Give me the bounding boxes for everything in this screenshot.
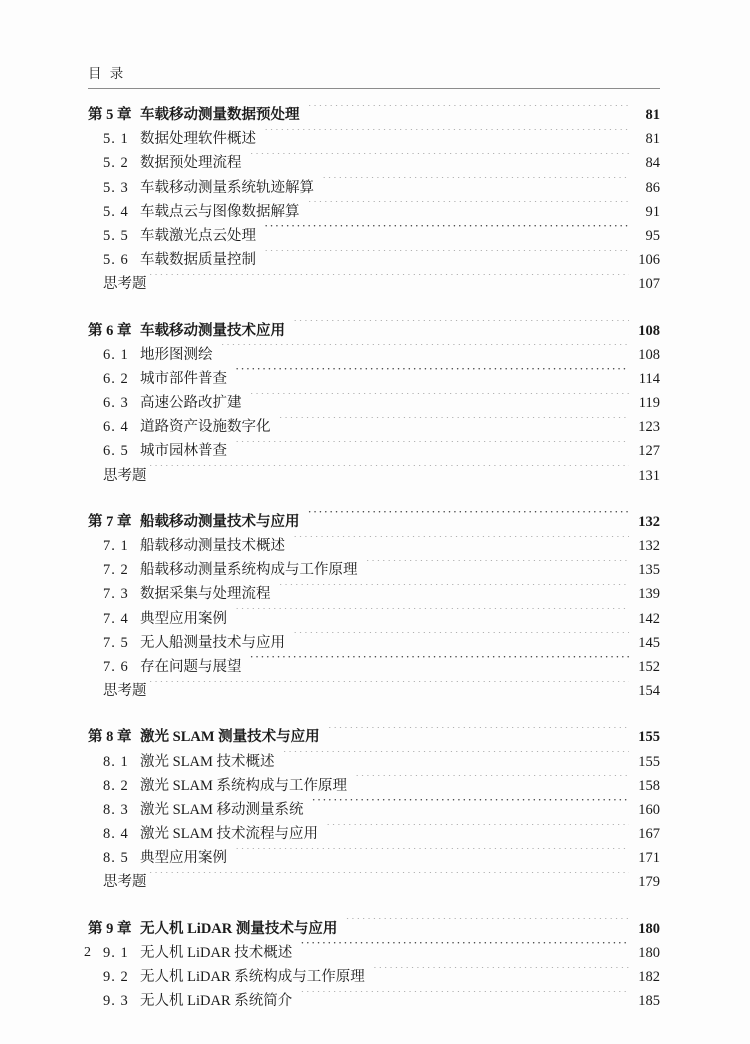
dot-leader (250, 393, 630, 408)
section-number: 8. 4 (103, 826, 129, 843)
section-title: 船载移动测量技术概述 (140, 538, 285, 554)
section-number: 6. 3 (103, 395, 129, 412)
toc-section-entry[interactable] (88, 415, 660, 439)
section-number: 8. 5 (103, 850, 129, 867)
toc-section-entry[interactable] (88, 151, 660, 175)
dot-leader (235, 441, 629, 456)
toc-questions-entry[interactable] (88, 464, 660, 488)
toc-section-entry[interactable] (88, 127, 660, 151)
dot-leader (264, 225, 629, 240)
dot-leader (328, 727, 629, 742)
toc-section-entry[interactable] (88, 248, 660, 272)
toc-chapter-entry[interactable] (88, 510, 660, 534)
section-number: 5. 1 (103, 131, 129, 148)
section-page-number: 158 (638, 777, 660, 794)
dot-leader (308, 201, 630, 216)
toc-section-entry[interactable] (88, 798, 660, 822)
dot-leader (250, 656, 630, 671)
section-number: 6. 1 (103, 346, 129, 363)
questions-label: 思考题 (103, 467, 147, 484)
chapter-number: 第 7 章 (88, 513, 132, 530)
section-page-number: 155 (638, 753, 660, 770)
toc-section-entry[interactable] (88, 558, 660, 582)
section-title: 数据预处理流程 (140, 155, 242, 172)
section-number: 5. 2 (103, 155, 129, 172)
section-number: 9. 2 (103, 969, 129, 985)
chapter-number: 第 8 章 (88, 729, 132, 746)
section-title: 道路资产设施数字化 (140, 419, 271, 436)
section-title: 车载数据质量控制 (140, 252, 256, 269)
section-page-number: 106 (638, 252, 660, 269)
chapter-title: 车载移动测量数据预处理 (140, 107, 300, 123)
section-page-number: 119 (638, 395, 660, 412)
toc-section-entry[interactable] (88, 343, 660, 367)
dot-leader (308, 105, 630, 120)
toc-section-entry[interactable] (88, 391, 660, 415)
toc-section-entry[interactable] (88, 224, 660, 248)
section-number: 8. 2 (103, 777, 129, 794)
toc-questions-entry[interactable] (88, 679, 660, 703)
chapter-title: 无人机 LiDAR 测量技术与应用 (140, 920, 338, 937)
dot-leader (300, 942, 629, 957)
section-title: 车载激光点云处理 (140, 227, 256, 244)
section-page-number: 135 (638, 562, 660, 579)
toc-questions-entry[interactable] (88, 272, 660, 296)
chapter-page-number: 155 (638, 729, 660, 746)
section-title: 激光 SLAM 系统构成与工作原理 (140, 777, 348, 794)
section-number: 7. 6 (103, 658, 129, 675)
section-title: 激光 SLAM 移动测量系统 (140, 801, 304, 818)
toc-section-entry[interactable] (88, 607, 660, 631)
toc-section-entry[interactable] (88, 774, 660, 798)
dot-leader (264, 129, 629, 144)
section-page-number: 182 (638, 969, 660, 985)
questions-label: 思考题 (103, 683, 147, 700)
section-title: 激光 SLAM 技术流程与应用 (140, 826, 319, 843)
dot-leader (300, 991, 629, 1006)
chapter-page-number: 108 (638, 322, 660, 339)
dot-leader (373, 967, 629, 982)
questions-label: 思考题 (103, 874, 147, 891)
section-number: 7. 5 (103, 634, 129, 651)
section-title: 典型应用案例 (140, 610, 227, 627)
toc-section-entry[interactable] (88, 176, 660, 200)
dot-leader (326, 824, 629, 839)
toc-section-entry[interactable] (88, 941, 660, 965)
toc-section-entry[interactable] (88, 655, 660, 679)
dot-leader (293, 320, 629, 335)
section-page-number: 123 (638, 419, 660, 436)
toc-chapter-entry[interactable] (88, 319, 660, 343)
section-page-number: 142 (638, 610, 660, 627)
dot-leader (322, 177, 629, 192)
toc-chapter-entry[interactable] (88, 725, 660, 749)
toc-chapter-group (88, 917, 660, 1014)
section-page-number: 108 (638, 346, 660, 363)
section-page-number: 185 (638, 993, 660, 1010)
dot-leader (345, 918, 629, 933)
section-title: 数据采集与处理流程 (140, 586, 271, 603)
section-page-number: 81 (645, 131, 660, 148)
chapter-title: 车载移动测量技术应用 (140, 322, 285, 339)
toc-section-entry[interactable] (88, 846, 660, 870)
toc-section-entry[interactable] (88, 822, 660, 846)
dot-leader (293, 536, 629, 551)
section-title: 无人机 LiDAR 系统构成与工作原理 (140, 969, 365, 985)
dot-leader (235, 848, 629, 863)
dot-leader (149, 274, 630, 289)
section-page-number: 152 (638, 658, 660, 675)
section-page-number: 84 (645, 155, 660, 172)
section-title: 车载移动测量系统轨迹解算 (140, 179, 314, 196)
toc-section-entry[interactable] (88, 965, 660, 989)
toc-section-entry[interactable] (88, 631, 660, 655)
folio-page-number: 2 (84, 945, 91, 960)
dot-leader (279, 417, 630, 432)
toc-section-entry[interactable] (88, 534, 660, 558)
section-title: 激光 SLAM 技术概述 (140, 753, 275, 770)
section-number: 6. 5 (103, 443, 129, 460)
section-number: 5. 6 (103, 252, 129, 269)
section-number: 8. 3 (103, 801, 129, 818)
toc-chapter-group (88, 510, 660, 704)
section-number: 7. 3 (103, 586, 129, 603)
section-title: 城市园林普查 (140, 443, 227, 460)
dot-leader (250, 153, 630, 168)
section-number: 8. 1 (103, 753, 129, 770)
running-head (88, 62, 660, 83)
section-page-number: 95 (645, 227, 660, 244)
running-head-title: 目 录 (88, 66, 124, 81)
section-number: 6. 2 (103, 370, 129, 387)
toc-chapter-entry[interactable] (88, 103, 660, 127)
section-page-number: 86 (645, 179, 660, 196)
dot-leader (279, 584, 630, 599)
toc-chapter-group (88, 319, 660, 488)
chapter-number: 第 9 章 (88, 920, 132, 937)
section-page-number: 131 (638, 467, 660, 484)
dot-leader (235, 368, 629, 383)
section-number: 7. 1 (103, 538, 129, 554)
section-title: 船载移动测量系统构成与工作原理 (140, 562, 358, 579)
dot-leader (149, 465, 630, 480)
dot-leader (221, 344, 630, 359)
section-number: 5. 3 (103, 179, 129, 196)
toc-section-entry[interactable] (88, 439, 660, 463)
section-page-number: 139 (638, 586, 660, 603)
dot-leader (312, 799, 629, 814)
section-number: 5. 4 (103, 203, 129, 220)
chapter-number: 第 5 章 (88, 107, 132, 123)
toc-chapter-entry[interactable] (88, 917, 660, 941)
section-number: 6. 4 (103, 419, 129, 436)
chapter-title: 船载移动测量技术与应用 (140, 513, 300, 530)
section-page-number: 171 (638, 850, 660, 867)
dot-leader (366, 560, 630, 575)
section-title: 存在问题与展望 (140, 658, 242, 675)
toc-section-entry[interactable] (88, 582, 660, 606)
chapter-page-number: 81 (645, 107, 660, 123)
section-title: 无人机 LiDAR 系统简介 (140, 993, 293, 1010)
section-number: 7. 4 (103, 610, 129, 627)
section-number: 5. 5 (103, 227, 129, 244)
section-page-number: 179 (638, 874, 660, 891)
toc-chapter-group (88, 725, 660, 894)
toc-chapter-group (88, 103, 660, 297)
chapter-page-number: 180 (638, 920, 660, 937)
toc-section-entry[interactable] (88, 989, 660, 1013)
section-title: 地形图测绘 (140, 346, 213, 363)
dot-leader (283, 751, 629, 766)
section-title: 高速公路改扩建 (140, 395, 242, 412)
section-page-number: 154 (638, 683, 660, 700)
section-title: 无人机 LiDAR 技术概述 (140, 944, 293, 961)
section-title: 数据处理软件概述 (140, 131, 256, 148)
dot-leader (308, 511, 630, 526)
section-number: 7. 2 (103, 562, 129, 579)
chapter-title: 激光 SLAM 测量技术与应用 (140, 729, 320, 746)
section-title: 车载点云与图像数据解算 (140, 203, 300, 220)
section-page-number: 167 (638, 826, 660, 843)
toc-questions-entry[interactable] (88, 870, 660, 894)
chapter-page-number: 132 (638, 513, 660, 530)
dot-leader (149, 681, 630, 696)
header-rule (88, 88, 660, 89)
toc-section-entry[interactable] (88, 750, 660, 774)
section-number: 9. 3 (103, 993, 129, 1010)
section-page-number: 160 (638, 801, 660, 818)
section-page-number: 114 (638, 370, 660, 387)
section-page-number: 107 (638, 276, 660, 293)
dot-leader (355, 775, 629, 790)
section-page-number: 145 (638, 634, 660, 651)
toc-section-entry[interactable] (88, 200, 660, 224)
section-number: 9. 1 (103, 944, 129, 961)
dot-leader (293, 632, 629, 647)
section-title: 无人船测量技术与应用 (140, 634, 285, 651)
section-page-number: 132 (638, 538, 660, 554)
section-page-number: 91 (645, 203, 660, 220)
toc-section-entry[interactable] (88, 367, 660, 391)
dot-leader (149, 872, 630, 887)
table-of-contents (88, 103, 660, 1013)
section-page-number: 127 (638, 443, 660, 460)
chapter-number: 第 6 章 (88, 322, 132, 339)
dot-leader (264, 250, 629, 265)
section-title: 城市部件普查 (140, 370, 227, 387)
questions-label: 思考题 (103, 276, 147, 293)
section-page-number: 180 (638, 944, 660, 961)
section-title: 典型应用案例 (140, 850, 227, 867)
dot-leader (235, 608, 629, 623)
